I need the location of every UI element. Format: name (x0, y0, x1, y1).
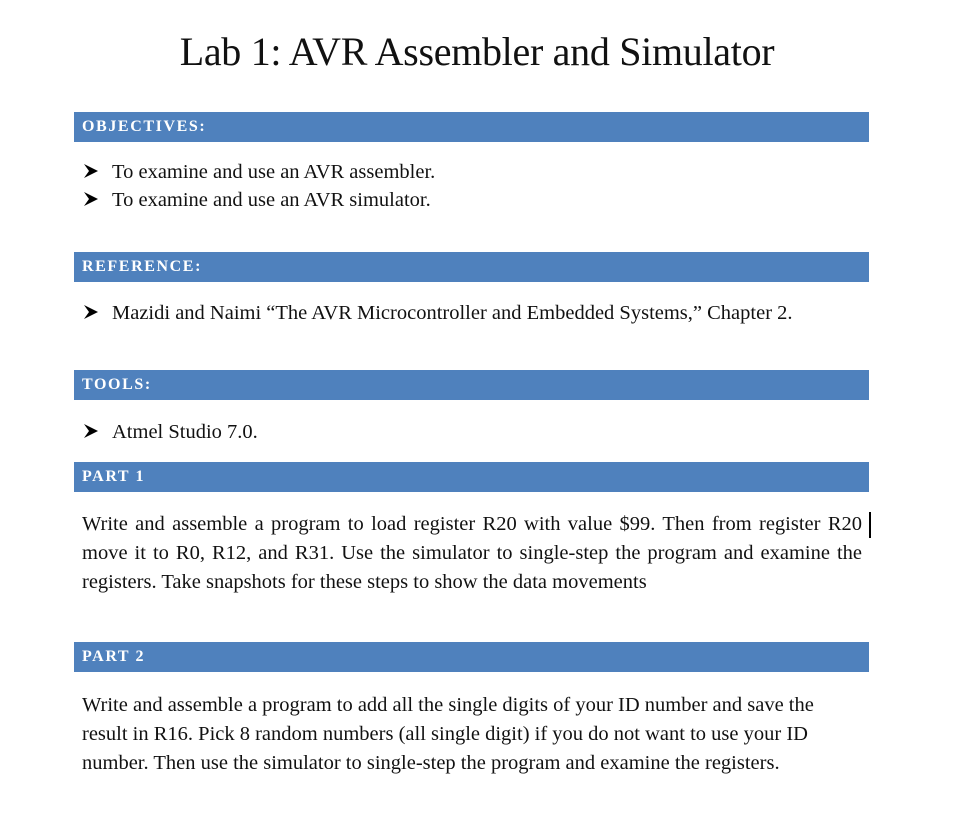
part1-paragraph: Write and assemble a program to load register R20 with value $99. Then from register R20 move it to R0, R12, and R31. Use the simulator to single-step the program and examine the registers. Take snapshots for these steps to show the data movements (82, 513, 862, 593)
tools-header: TOOLS: (74, 370, 869, 400)
tools-list (82, 418, 842, 446)
arrow-bullet-icon (82, 419, 100, 443)
objectives-list (82, 158, 842, 214)
document-title: Lab 1: AVR Assembler and Simulator (179, 29, 775, 74)
reference-text: Mazidi and Naimi “The AVR Microcontroller and Embedded Systems,” Chapter 2. (112, 302, 793, 324)
list-item (82, 186, 842, 214)
list-item (82, 418, 842, 446)
arrow-bullet-icon (82, 187, 100, 211)
objectives-header: OBJECTIVES: (74, 112, 869, 142)
reference-list (82, 299, 822, 327)
arrow-bullet-icon (82, 300, 100, 324)
reference-header: REFERENCE: (74, 252, 869, 282)
text-cursor (869, 512, 871, 538)
arrow-bullet-icon (82, 159, 100, 183)
part2-paragraph: Write and assemble a program to add all the single digits of your ID number and save the result in R16. Pick 8 random numbers (all single digit) if you do not want to use your ID number. Then use the simulator to single-step the program and examine the registers. (82, 694, 814, 774)
list-item (82, 158, 842, 186)
part1-header: PART 1 (74, 462, 869, 492)
tool-text: Atmel Studio 7.0. (112, 421, 258, 443)
list-item (82, 299, 822, 327)
objective-text: To examine and use an AVR simulator. (112, 189, 431, 211)
part2-header: PART 2 (74, 642, 869, 672)
objective-text: To examine and use an AVR assembler. (112, 161, 436, 183)
